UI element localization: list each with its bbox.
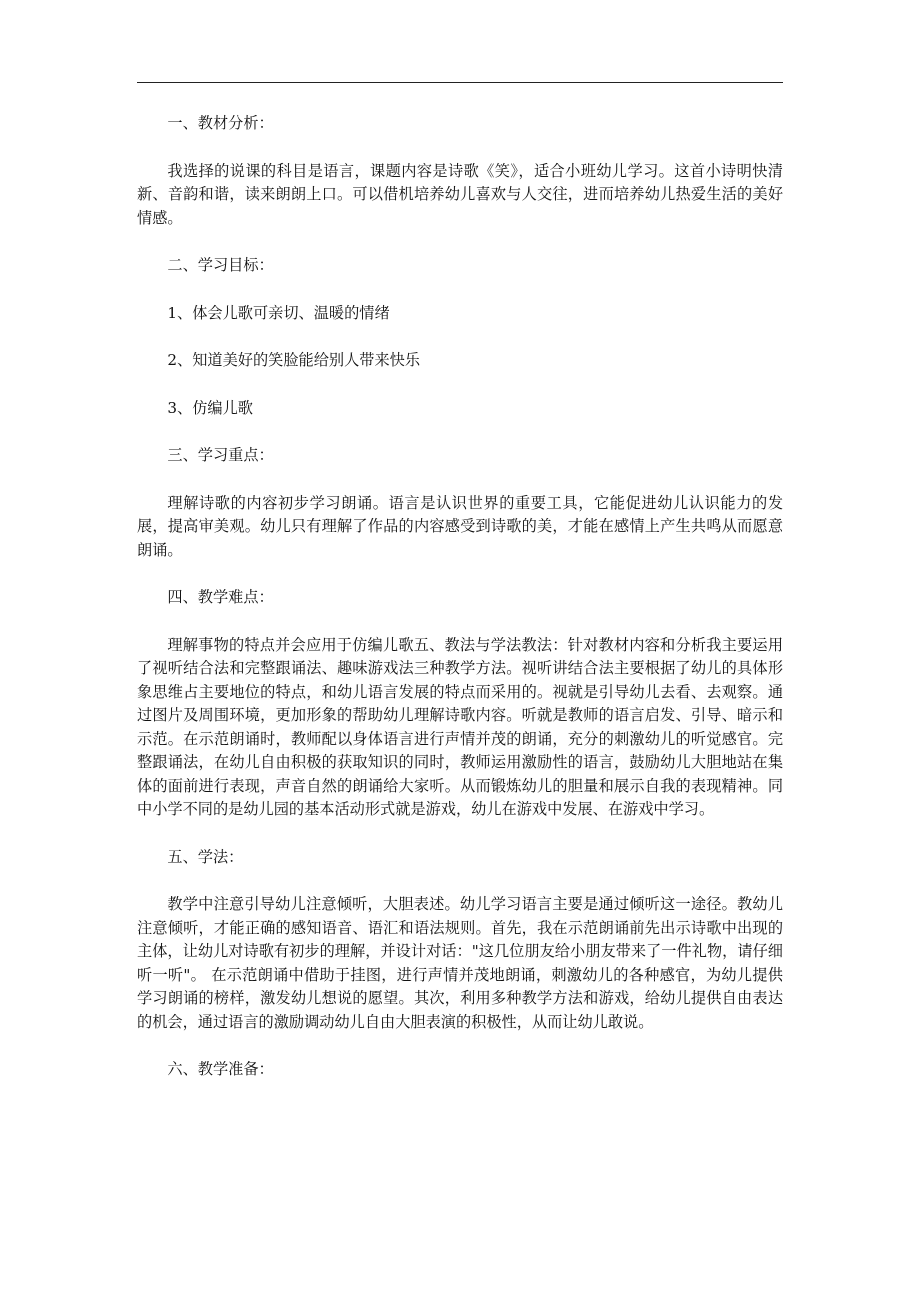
section-heading-2: 二、学习目标： [167, 256, 274, 274]
section-heading-3: 三、学习重点： [167, 446, 274, 464]
paragraph-difficulties: 理解事物的特点并会应用于仿编儿歌五、教法与学法教法：针对教材内容和分析我主要运用了视听结合法和完整跟诵法、趣味游戏法三种教学方法。视听讲结合法主要根据了幼儿的具体形象思维占主要地位的特点，和幼儿语言发展的特点而采用的。视就是引导幼儿去看、去观察。通过图片及周围环境，更加形象的帮助幼儿理解诗歌内容。听就是教师的语言启发、引导、暗示和示范。在示范朗诵时，教师配以身体语言进行声情并茂的朗诵，充分的刺激幼儿的听觉感官。完整跟诵法，在幼儿自由积极的获取知识的同时，教师运用激励性的语言，鼓励幼儿大胆地站在集体的面前进行表现，声音自然的朗诵给大家听。从而锻炼幼儿的胆量和展示自我的表现精神。同中小学不同的是幼儿园的基本活动形式就是游戏，幼儿在游戏中发展、在游戏中学习。 [137, 635, 783, 818]
section-heading-5: 五、学法： [167, 847, 244, 866]
section-heading-1: 一、教材分析： [167, 114, 274, 132]
section-heading-6: 六、教学准备： [167, 1060, 274, 1078]
document-body [137, 112, 783, 1106]
paragraph-key-points: 理解诗歌的内容初步学习朗诵。语言是认识世界的重要工具，它能促进幼儿认识能力的发展，提高审美观。幼儿只有理解了作品的内容感受到诗歌的美，才能在感情上产生共鸣从而愿意朗诵。 [137, 493, 783, 559]
paragraph-learning-method: 教学中注意引导幼儿注意倾听，大胆表述。幼儿学习语言主要是通过倾听这一途径。教幼儿注意倾听，才能正确的感知语音、语汇和语法规则。首先，我在示范朗诵前先出示诗歌中出现的主体，让幼儿对诗歌有初步的理解，并设计对话："这几位朋友给小朋友带来了一件礼物，请仔细听一听"。 在示范朗诵中借助于挂图，进行声情并茂地朗诵，刺激幼儿的各种感官，为幼儿提供学习朗诵的榜样，激发幼儿想说的愿望。其次，利用多种教学方法和游戏，给幼儿提供自由表达的机会，通过语言的激励调动幼儿自由大胆表演的积极性，从而让幼儿敢说。 [137, 895, 783, 1031]
goal-item-1: 1、体会儿歌可亲切、温暖的情绪 [167, 303, 390, 322]
goal-item-3: 3、仿编儿歌 [167, 398, 253, 417]
section-heading-4: 四、教学难点： [167, 588, 274, 606]
goal-item-2: 2、知道美好的笑脸能给别人带来快乐 [167, 351, 421, 369]
paragraph-material-analysis: 我选择的说课的科目是语言，课题内容是诗歌《笑》，适合小班幼儿学习。这首小诗明快清新、音韵和谐，读来朗朗上口。可以借机培养幼儿喜欢与人交往，进而培养幼儿热爱生活的美好情感。 [137, 161, 783, 227]
header-rule [137, 82, 783, 83]
